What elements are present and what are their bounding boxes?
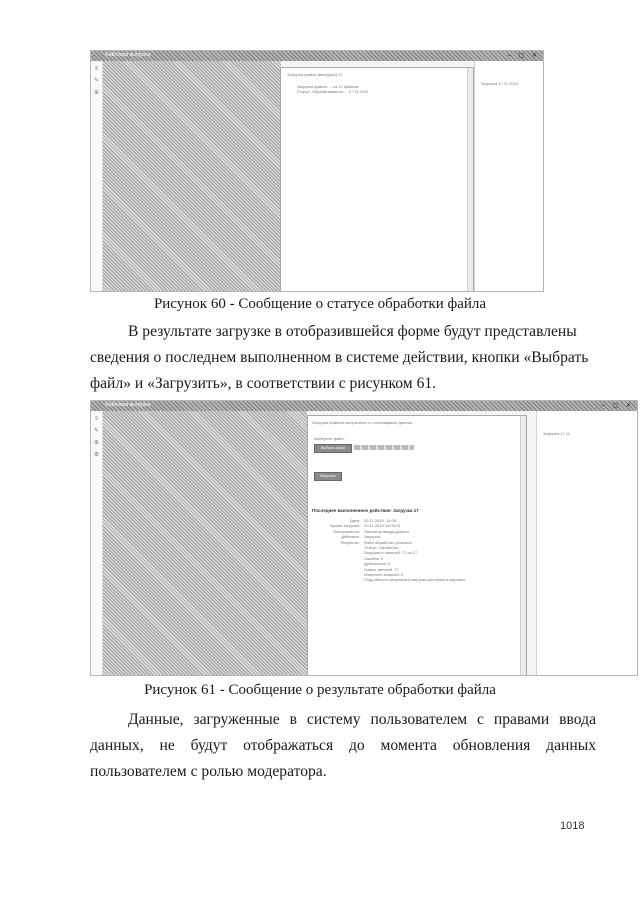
menu-icon[interactable]: ≡ (94, 66, 99, 72)
right-side-pane (474, 61, 543, 291)
dialog-scrollbar[interactable] (520, 416, 526, 676)
window-controls[interactable]: – ▢ ✕ (601, 403, 634, 409)
history-item[interactable]: Загрузка 17.11 (543, 431, 570, 436)
field-value: Изменено записей: 0 (364, 572, 404, 577)
right-side-pane (536, 411, 637, 675)
body-paragraph-2: Данные, загруженные в систему пользователем с правами ввода данных, не будут отображаться до момента обновления данных пользователем с ролью модератора. (90, 711, 596, 780)
body-paragraph-1: В результате загрузке в отобразившейся форме будут представлены сведения о последнем выполненном в системе действии, кнопки «Выбрать файл» и «Загрузить», в соответствии с рисунком 61. (90, 323, 589, 392)
file-label: Выберите файл: (314, 436, 345, 441)
app-title: Файловая выгрузка (105, 52, 151, 58)
figure-61-caption: Рисунок 61 - Сообщение о результате обработки файла (144, 682, 496, 698)
window-controls[interactable]: – ▢ ✕ (507, 53, 540, 59)
figure-60-caption: Рисунок 60 - Сообщение о статусе обработки файла (153, 296, 487, 312)
window-titlebar (91, 401, 637, 411)
field-value: Оператор ввода данных (364, 528, 410, 534)
page-number: 1018 (560, 820, 585, 832)
figure-60-screenshot (90, 50, 544, 292)
field-value: Дубликатов: 0 (364, 561, 391, 567)
background-content-area (103, 411, 307, 675)
field-value: Загружено записей: 17 из 17 (364, 550, 418, 556)
field-value: Загрузка (364, 534, 381, 540)
history-item[interactable]: Загрузка 17.11.2019 (481, 81, 519, 86)
menu-icon[interactable]: ≡ (94, 416, 99, 422)
dialog-scrollbar[interactable] (467, 68, 473, 292)
field-label: Пользователь: (332, 528, 360, 534)
file-progress (354, 445, 414, 450)
edit-icon[interactable]: ✎ (93, 78, 100, 84)
field-value: Подробности результата загрузки доступны в журнале (364, 577, 466, 583)
field-label: Результат: (340, 539, 360, 545)
upload-button[interactable]: Загрузить (314, 472, 342, 481)
figure-61-screenshot (90, 400, 638, 676)
left-nav-rail (91, 61, 103, 291)
field-value: Ошибок: 0 (364, 555, 384, 561)
dialog-title: Загрузка файла (выгрузка) 17 (287, 72, 343, 77)
field-label: Дата: (350, 518, 360, 523)
left-nav-rail (91, 411, 103, 675)
edit-icon[interactable]: ✎ (93, 428, 100, 434)
field-value: Файл обработан успешно (364, 539, 412, 545)
field-label: Действие: (341, 534, 360, 540)
upload-result-dialog (307, 415, 527, 676)
status-line: Статус: Обрабатывается ... 17.11.2019 (297, 89, 369, 94)
background-content-area (103, 61, 281, 291)
field-label: Время загрузки: (330, 523, 360, 529)
add-icon[interactable]: ⊕ (93, 90, 100, 96)
field-value: Статус: обработан (364, 545, 399, 550)
status-line: Загрузка файла: ... из 17 файлов (297, 84, 359, 89)
settings-icon[interactable]: ⚙ (93, 452, 100, 458)
status-dialog (280, 67, 474, 292)
add-icon[interactable]: ⊕ (93, 440, 100, 446)
dialog-title: Загрузка файлов полученных от поставщиков данных (312, 420, 413, 425)
field-value: 20.11.2019 14:05:23 (364, 523, 401, 529)
last-action-title: Последнее выполненное действие: Загрузка 17 (312, 508, 419, 513)
field-value: 20.11.2019, 14:05 (364, 518, 396, 523)
app-title: Файловая выгрузка (105, 402, 151, 408)
choose-file-button[interactable]: Выбрать файл (314, 444, 352, 453)
window-titlebar (91, 51, 543, 61)
field-value: Новых записей: 17 (364, 566, 399, 572)
